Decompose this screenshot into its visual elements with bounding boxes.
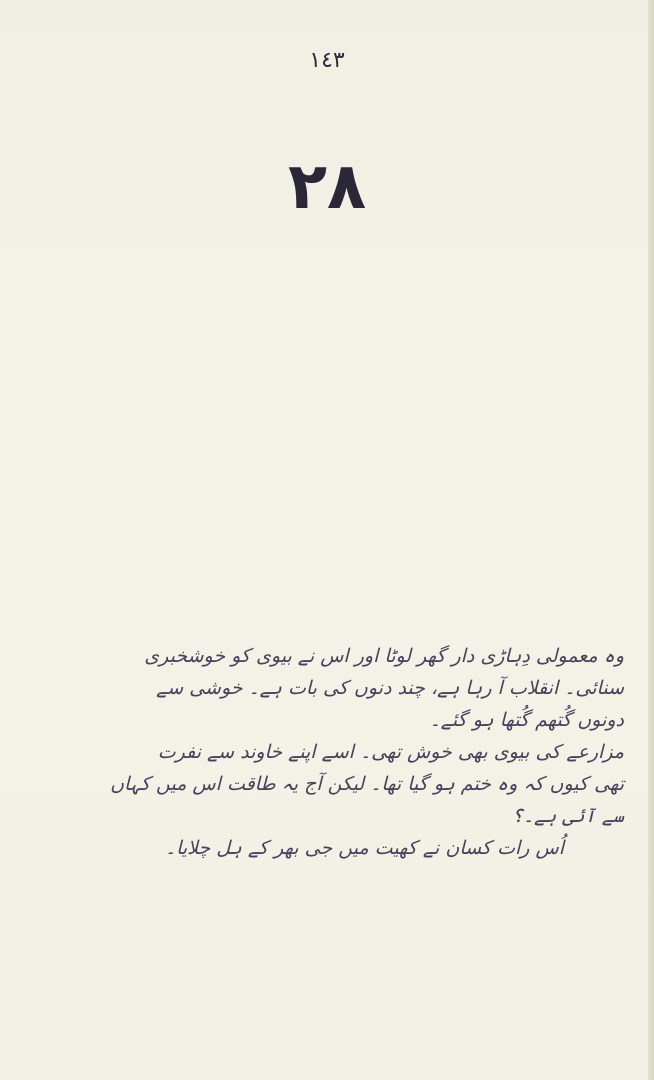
text-line-7: اُس رات کسان نے کھیت میں جی بھر کے ہل چلایا۔: [164, 837, 564, 859]
chapter-number: ٢٨: [287, 150, 367, 224]
text-line-5: تھی کیوں کہ وہ ختم ہو گیا تھا۔ لیکن آج یہ طاقت اس میں کہاں: [110, 773, 624, 795]
text-line-2: سنائی۔ انقلاب آ رہا ہے، چند دنوں کی بات ہے۔ خوشی سے: [156, 677, 624, 699]
text-line-6: سے آئی ہے۔؟: [511, 805, 624, 827]
story-text: [34, 640, 624, 864]
text-line-4: مزارعے کی بیوی بھی خوش تھی۔ اسے اپنے خاوند سے نفرت: [157, 741, 624, 763]
text-line-3: دونوں گُتھم گُتھا ہو گئے۔: [429, 709, 624, 731]
page-number: ١٤٣: [309, 48, 345, 73]
text-line-1: وہ معمولی دِہاڑی دار گھر لوٹا اور اس نے بیوی کو خوشخبری: [144, 645, 624, 667]
